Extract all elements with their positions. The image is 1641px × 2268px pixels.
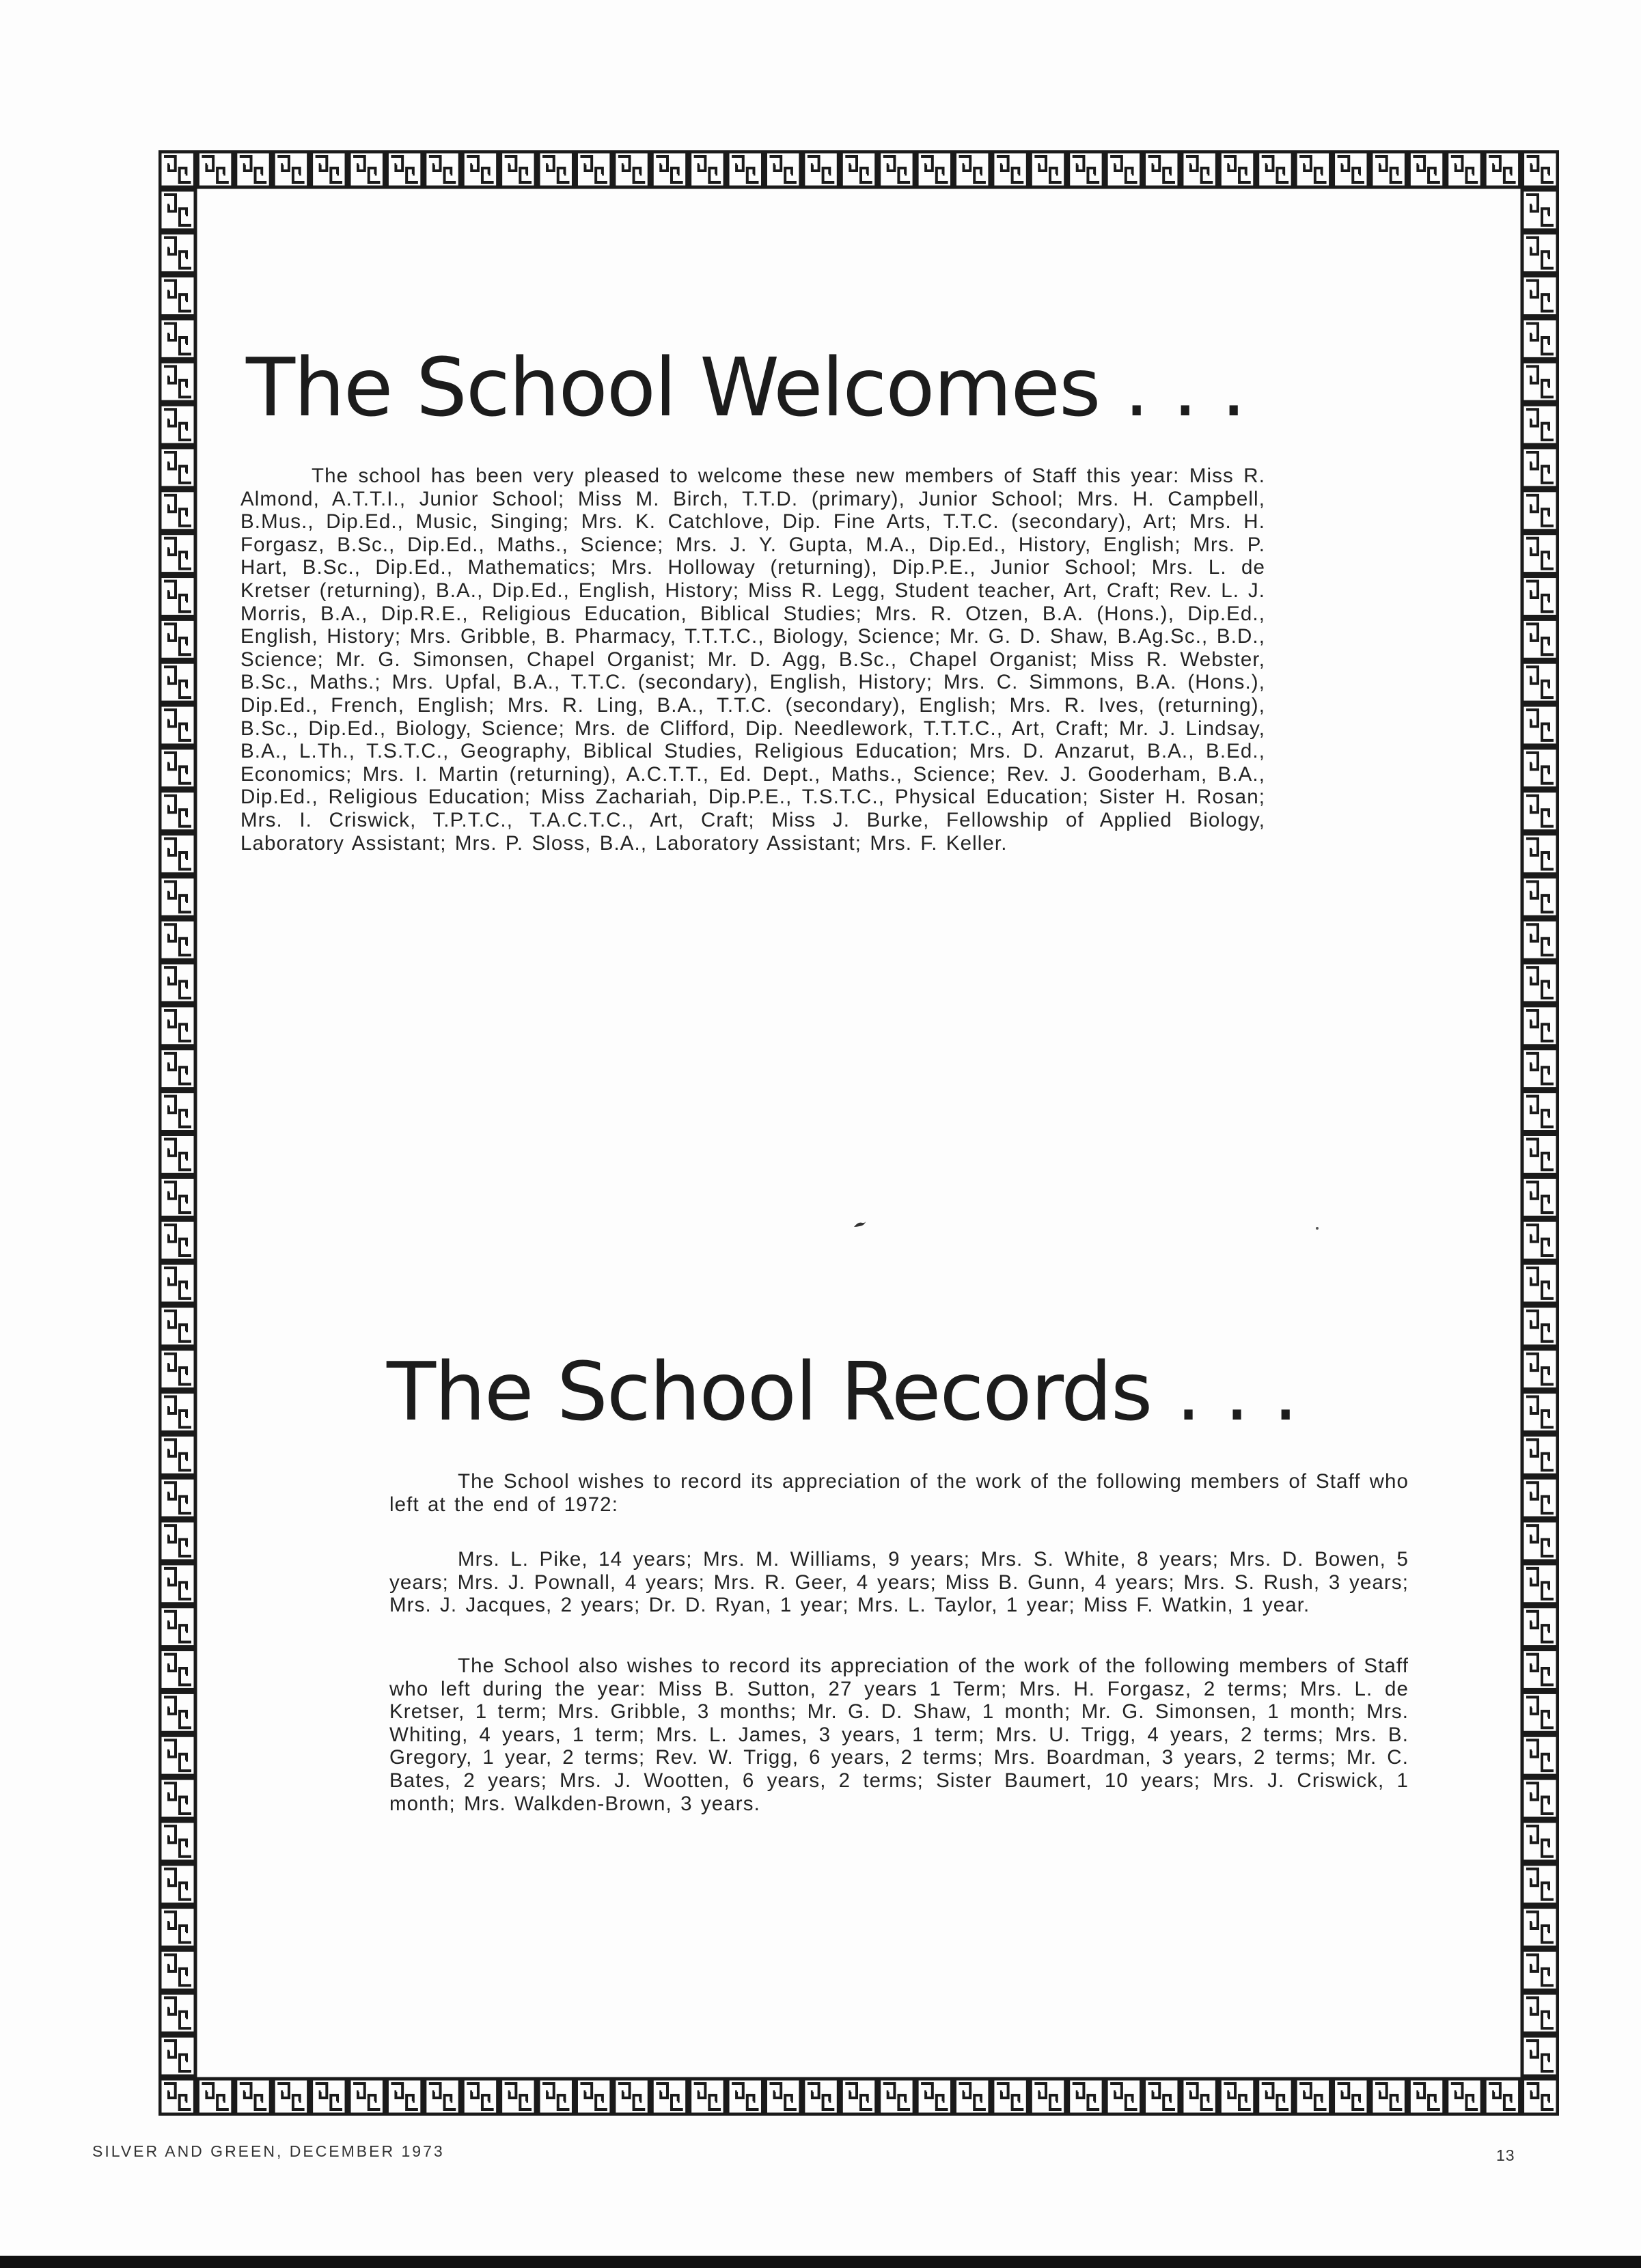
key-tile (1522, 1735, 1558, 1775)
key-tile (160, 1564, 195, 1604)
key-tile (993, 2079, 1028, 2114)
key-tile (1522, 1521, 1558, 1561)
key-tile (160, 404, 195, 445)
key-tile (652, 152, 687, 187)
key-tile (879, 2079, 914, 2114)
key-tile (160, 1993, 195, 2033)
key-tile (1522, 1435, 1558, 1475)
publication-footer: SILVER AND GREEN, DECEMBER 1973 (92, 2142, 445, 2160)
key-tile (160, 791, 195, 831)
key-tile (160, 963, 195, 1003)
key-tile (160, 1263, 195, 1303)
key-tile (160, 490, 195, 531)
welcomes-paragraph: The school has been very pleased to welcome these new members of Staff this year: Miss R. Almond, A.T.T.I., Junior School; Miss M. Birch, T.T.D. (primary), Junior School; Mrs. H. Campbell, B.Mus., Dip.Ed., Music, Singing; Mrs. K. Catchlove, Dip. Fine Arts, T.T.C. (secondary), Art; Mrs. H. Forgasz, B.Sc., Dip.Ed., Maths., Science; Mrs. J. Y. Gupta, M.A., Dip.Ed., History, English; Mrs. P. Hart, B.Sc., Dip.Ed., Mathematics; Mrs. Holloway (returning), Dip.P.E., Junior School; Mrs. L. de Kretser (returning), B.A., Dip.Ed., English, History; Miss R. Legg, Student teacher, Art, Craft; Rev. L. J. Morris, B.A., Dip.R.E., Religious Education, Biblical Studies; Mrs. R. Otzen, B.A. (Hons.), Dip.Ed., English, History; Mrs. Gribble, B. Pharmacy, T.T.T.C., Biology, Science; Mr. G. D. Shaw, B.Ag.Sc., B.D., Science; Mr. G. Simonsen, Chapel Organist; Mr. D. Agg, B.Sc., Chapel Organist; Miss R. Webster, B.Sc., Maths.; Mrs. Upfal, B.A., T.T.C. (secondary), English, History; Mrs. C. Simmons, B.A. (Hons.), Dip.Ed., French, English; Mrs. R. Ling, B.A., T.T.C. (secondary), English; Mrs. R. Ives, (returning), B.Sc., Dip.Ed., Biology, Science; Mrs. de Clifford, Dip. Needlework, T.T.T.C., Art, Craft; Mr. J. Lindsay, B.A., L.Th., T.S.T.C., Geography, Biblical Studies, Religious Education; Mrs. D. Anzarut, B.A., B.Ed., Economics; Mrs. I. Martin (returning), A.C.T.T., Ed. Dept., Maths., Science; Rev. J. Gooderham, B.A., Dip.Ed., Religious Education; Miss Zachariah, Dip.P.E., T.S.T.C., Physical Education; Sister H. Rosan; Mrs. I. Criswick, T.P.T.C., T.A.C.T.C., Art, Craft; Miss J. Burke, Fellowship of Applied Biology, Laboratory Assistant; Mrs. P. Sloss, B.A., Laboratory Assistant; Mrs. F. Keller. (240, 465, 1265, 855)
key-tile (160, 876, 195, 917)
key-tile (1522, 1650, 1558, 1690)
key-tile (1522, 1907, 1558, 1948)
key-tile (538, 2079, 573, 2114)
key-tile (160, 276, 195, 316)
page-number: 13 (1496, 2146, 1515, 2164)
key-tile (236, 2079, 271, 2114)
key-tile (1258, 152, 1293, 187)
key-tile (1522, 1135, 1558, 1175)
key-tile (197, 2079, 232, 2114)
key-tile (160, 2036, 195, 2076)
key-tile (1334, 152, 1368, 187)
key-tile (160, 1135, 195, 1175)
key-tile (160, 2079, 195, 2114)
key-tile (160, 1521, 195, 1561)
key-tile (1371, 152, 1406, 187)
key-tile (1522, 1864, 1558, 1905)
key-tile (160, 619, 195, 659)
key-tile (425, 2079, 460, 2114)
key-tile (728, 2079, 762, 2114)
key-tile (463, 152, 497, 187)
key-tile (273, 2079, 308, 2114)
key-tile (160, 1950, 195, 1990)
key-tile (765, 2079, 800, 2114)
key-tile (160, 1821, 195, 1862)
key-tile (917, 2079, 952, 2114)
key-tile (1447, 152, 1482, 187)
key-tile (349, 2079, 384, 2114)
records-end-of-year-paragraph: Mrs. L. Pike, 14 years; Mrs. M. Williams, 9 years; Mrs. S. White, 8 years; Mrs. D. Bowen, 5 years; Mrs. J. Pownall, 4 years; Mrs. R. Geer, 4 years; Miss B. Gunn, 4 years; Mrs. S. Rush, 3 years; Mrs. J. Jacques, 2 years; Dr. D. Ryan, 1 year; Mrs. L. Taylor, 1 year; Miss F. Watkin, 1 year. (389, 1548, 1409, 1617)
key-tile (690, 152, 725, 187)
key-tile (236, 152, 271, 187)
records-during-year-paragraph: The School also wishes to record its appreciation of the work of the following members of Staff who left during the year: Miss B. Sutton, 27 years 1 Term; Mrs. H. Forgasz, 2 terms; Mrs. L. de Kretser, 1 term; Mrs. Gribble, 3 months; Mr. G. D. Shaw, 1 month; Mr. G. Simonsen, 1 month; Mrs. Whiting, 4 years, 1 term; Mrs. L. James, 3 years, 1 term; Mrs. U. Trigg, 4 years, 2 terms; Mrs. B. Gregory, 1 year, 2 terms; Rev. W. Trigg, 6 years, 2 terms; Mrs. Boardman, 3 years, 2 terms; Mr. C. Bates, 2 years; Mrs. J. Wootten, 6 years, 2 terms; Sister Baumert, 10 years; Mrs. J. Criswick, 1 month; Mrs. Walkden-Brown, 3 years. (389, 1655, 1409, 1815)
key-tile (349, 152, 384, 187)
key-tile (160, 1692, 195, 1732)
key-tile (160, 1306, 195, 1346)
key-tile (1447, 2079, 1482, 2114)
key-tile (160, 1735, 195, 1775)
key-tile (1522, 1564, 1558, 1604)
key-tile (501, 152, 536, 187)
key-tile (160, 152, 195, 187)
key-tile (614, 2079, 649, 2114)
key-tile (1522, 1092, 1558, 1132)
key-tile (273, 152, 308, 187)
key-tile (425, 152, 460, 187)
key-tile (1106, 152, 1141, 187)
ink-dot (1316, 1227, 1319, 1230)
key-tile (312, 2079, 346, 2114)
key-tile (160, 662, 195, 702)
key-tile (1144, 152, 1179, 187)
key-tile (1522, 1993, 1558, 2033)
key-tile (160, 1349, 195, 1389)
key-tile (160, 1907, 195, 1948)
key-tile (1106, 2079, 1141, 2114)
key-tile (1522, 662, 1558, 702)
key-tile (1522, 1177, 1558, 1217)
key-tile (1522, 1263, 1558, 1303)
key-tile (160, 1778, 195, 1818)
key-tile (1522, 1049, 1558, 1089)
key-tile (1522, 705, 1558, 745)
key-tile (387, 2079, 422, 2114)
key-tile (160, 1177, 195, 1217)
key-tile (1409, 152, 1444, 187)
key-tile (538, 152, 573, 187)
key-tile (160, 1220, 195, 1260)
key-tile (160, 1435, 195, 1475)
key-tile (1522, 1306, 1558, 1346)
welcomes-title: The School Welcomes . . . (246, 340, 1245, 434)
key-tile (387, 152, 422, 187)
key-tile (1522, 1692, 1558, 1732)
key-tile (1522, 963, 1558, 1003)
key-tile (1522, 447, 1558, 488)
key-tile (576, 152, 611, 187)
key-tile (463, 2079, 497, 2114)
key-tile (803, 2079, 838, 2114)
key-tile (160, 919, 195, 960)
records-title: The School Records . . . (387, 1344, 1297, 1439)
key-tile (1522, 1006, 1558, 1046)
key-tile (576, 2079, 611, 2114)
key-tile (160, 577, 195, 617)
key-tile (1522, 1607, 1558, 1647)
key-tile (1522, 1821, 1558, 1862)
key-tile (803, 152, 838, 187)
key-tile (1409, 2079, 1444, 2114)
key-tile (690, 2079, 725, 2114)
key-tile (160, 834, 195, 874)
key-tile (1182, 2079, 1217, 2114)
key-tile (160, 1607, 195, 1647)
scan-edge-bar (0, 2256, 1641, 2268)
key-tile (160, 1478, 195, 1518)
key-tile (993, 152, 1028, 187)
key-tile (160, 748, 195, 788)
key-tile (652, 2079, 687, 2114)
key-tile (1219, 2079, 1254, 2114)
key-tile (1522, 791, 1558, 831)
key-tile (1522, 1220, 1558, 1260)
ink-mark-icon (853, 1219, 868, 1230)
key-tile (1522, 1778, 1558, 1818)
key-tile (1522, 619, 1558, 659)
key-tile (1522, 276, 1558, 316)
key-tile (1068, 2079, 1103, 2114)
key-tile (955, 2079, 990, 2114)
key-tile (160, 705, 195, 745)
key-tile (160, 190, 195, 230)
key-tile (1295, 2079, 1330, 2114)
key-tile (1522, 190, 1558, 230)
key-tile (1485, 2079, 1519, 2114)
key-tile (955, 152, 990, 187)
key-tile (160, 233, 195, 273)
key-tile (1182, 152, 1217, 187)
key-tile (1522, 534, 1558, 574)
key-tile (160, 1864, 195, 1905)
key-tile (160, 1092, 195, 1132)
key-tile (1144, 2079, 1179, 2114)
key-tile (1068, 152, 1103, 187)
key-tile (1522, 577, 1558, 617)
key-tile (1219, 152, 1254, 187)
key-tile (765, 152, 800, 187)
key-tile (1522, 1478, 1558, 1518)
key-tile (1030, 152, 1065, 187)
key-tile (1522, 361, 1558, 402)
key-tile (614, 152, 649, 187)
key-tile (1522, 490, 1558, 531)
key-tile (879, 152, 914, 187)
greek-key-border (158, 150, 1559, 2116)
records-intro-paragraph: The School wishes to record its appreciation of the work of the following members of Staff who left at the end of 1972: (389, 1470, 1409, 1516)
key-tile (160, 319, 195, 359)
key-tile (160, 534, 195, 574)
key-tile (1258, 2079, 1293, 2114)
key-tile (1334, 2079, 1368, 2114)
key-tile (1522, 748, 1558, 788)
key-tile (160, 1650, 195, 1690)
key-tile (728, 152, 762, 187)
key-tile (1030, 2079, 1065, 2114)
key-tile (501, 2079, 536, 2114)
key-tile (160, 1049, 195, 1089)
key-tile (1485, 152, 1519, 187)
key-tile (1522, 319, 1558, 359)
key-tile (160, 361, 195, 402)
key-tile (1522, 919, 1558, 960)
key-tile (160, 447, 195, 488)
key-tile (1522, 233, 1558, 273)
key-tile (1522, 1349, 1558, 1389)
key-tile (1522, 834, 1558, 874)
key-tile (1295, 152, 1330, 187)
key-tile (1523, 2079, 1558, 2114)
key-tile (1523, 152, 1558, 187)
key-tile (1522, 1392, 1558, 1433)
key-tile (841, 152, 876, 187)
key-tile (917, 152, 952, 187)
key-tile (1371, 2079, 1406, 2114)
key-tile (1522, 404, 1558, 445)
key-tile (1522, 2036, 1558, 2076)
key-tile (841, 2079, 876, 2114)
key-tile (1522, 876, 1558, 917)
key-tile (1522, 1950, 1558, 1990)
key-tile (160, 1006, 195, 1046)
greek-key-border-pattern (158, 150, 1559, 2116)
key-tile (312, 152, 346, 187)
key-tile (160, 1392, 195, 1433)
key-tile (197, 152, 232, 187)
